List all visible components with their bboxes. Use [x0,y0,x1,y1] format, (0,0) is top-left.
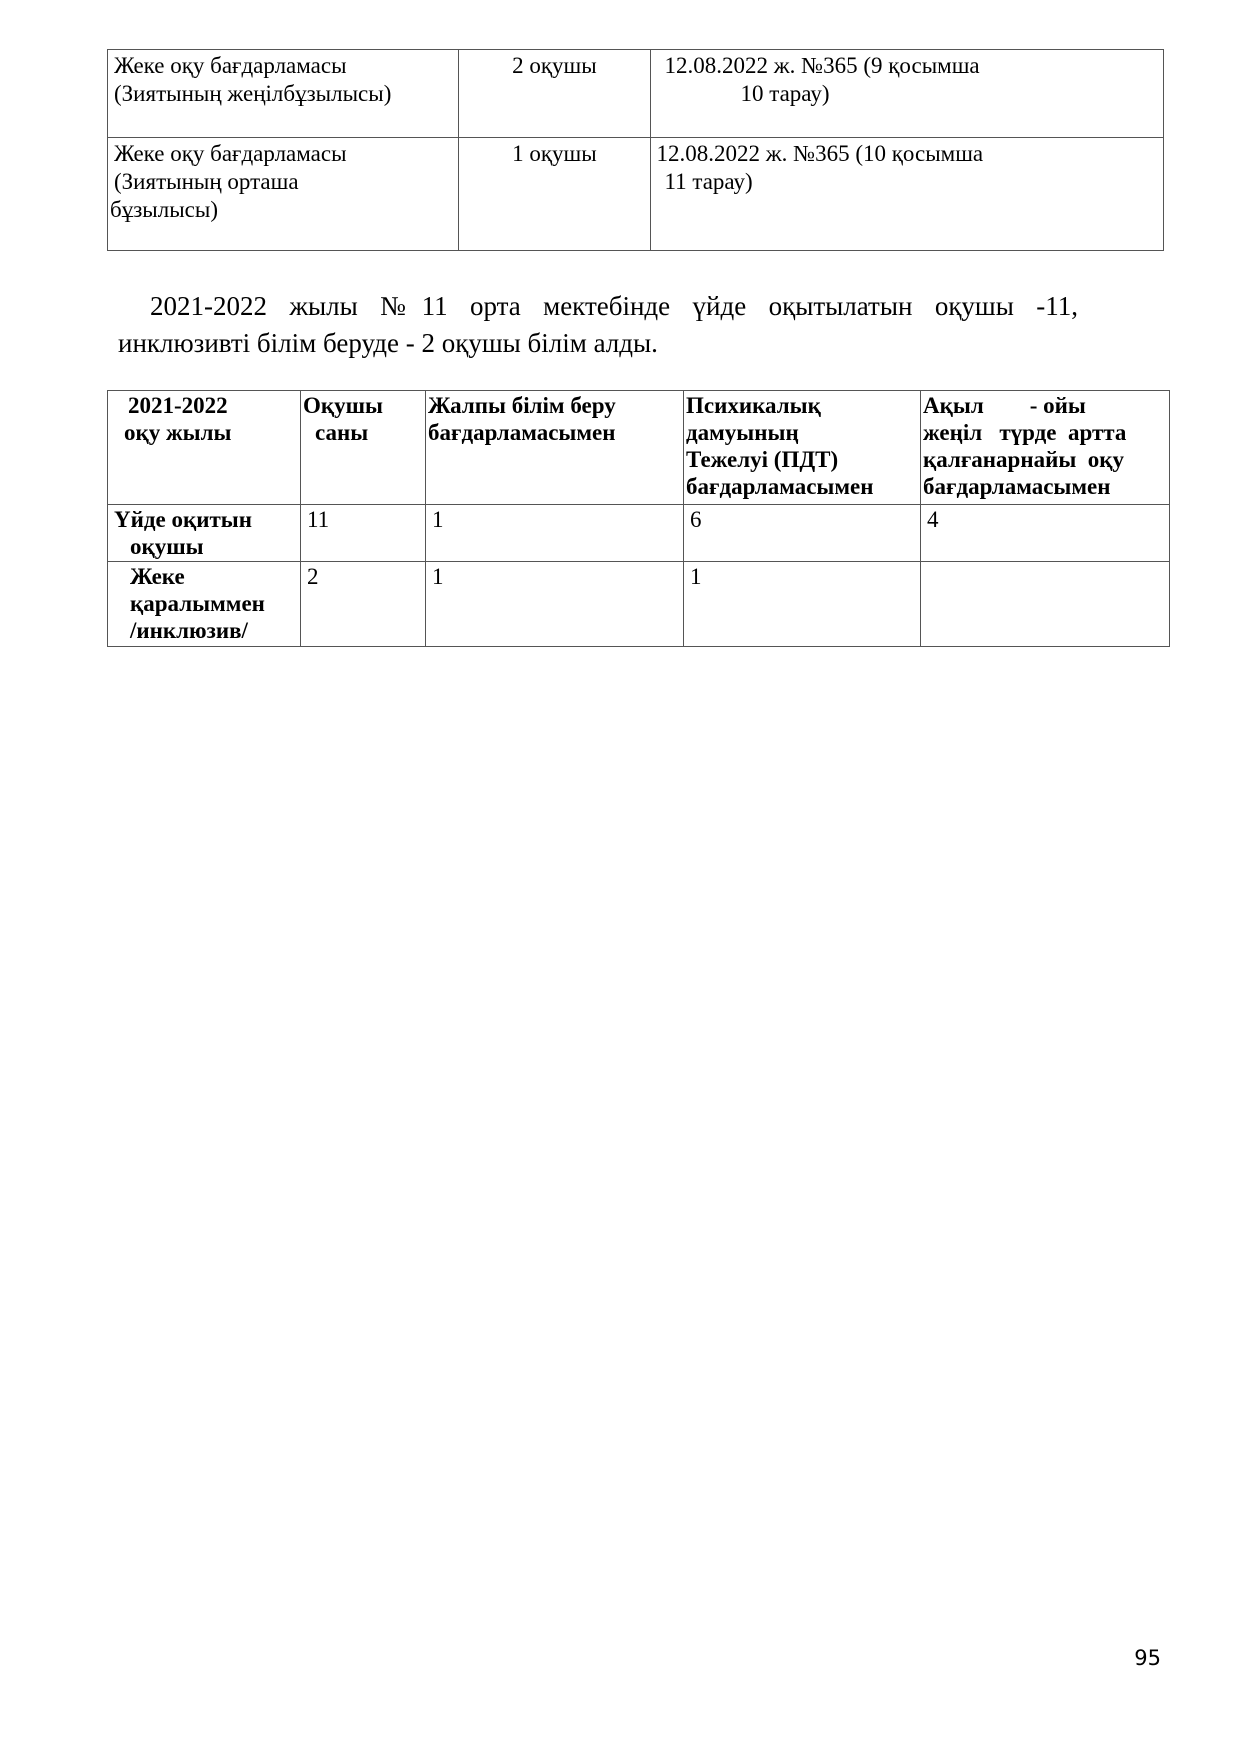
programs-table [107,49,1164,251]
header-cell-special: Ақыл - ойы жеңіл түрде артта қалғанарнайы оқу бағдарламасымен [921,391,1170,505]
value-cell: 1 [426,505,684,562]
row-label-cell: Жеке қаралыммен /инклюзив/ [108,562,301,647]
header-cell-year: 2021-2022 оқу жылы [108,391,301,505]
value-cell: 6 [684,505,921,562]
program-cell: Жеке оқу бағдарламасы (Зиятының жеңілбұзылысы) [108,50,459,138]
count-cell: 2 оқушы [459,50,650,138]
table-row [108,138,1164,251]
header-cell-general: Жалпы білім беру бағдарламасымен [426,391,684,505]
value-cell: 2 [301,562,426,647]
table-row [108,505,1170,562]
value-cell: 1 [684,562,921,647]
value-cell [921,562,1170,647]
program-cell: Жеке оқу бағдарламасы (Зиятының орташа бұзылысы) [108,138,459,251]
header-cell-pdt: Психикалық дамуының Тежелуі (ПДТ) бағдарламасымен [684,391,921,505]
row-label-cell: Үйде оқитын оқушы [108,505,301,562]
page-number: 95 [1134,1646,1161,1670]
paragraph-line: 2021-2022 жылы №11 орта мектебінде үйде оқытылатын оқушы -11, [150,291,1078,321]
paragraph-line: инклюзивті білім беруде - 2 оқушы білім алды. [118,328,658,358]
order-cell: 12.08.2022 ж. №365 (10 қосымша 11 тарау) [650,138,1164,251]
students-table [107,390,1170,647]
table-row [108,50,1164,138]
value-cell: 11 [301,505,426,562]
header-row [108,391,1170,505]
value-cell: 1 [426,562,684,647]
header-cell-count: Оқушы саны [301,391,426,505]
summary-paragraph [118,288,1078,362]
order-cell: 12.08.2022 ж. №365 (9 қосымша 10 тарау) [650,50,1164,138]
value-cell: 4 [921,505,1170,562]
count-cell: 1 оқушы [459,138,650,251]
table-row [108,562,1170,647]
